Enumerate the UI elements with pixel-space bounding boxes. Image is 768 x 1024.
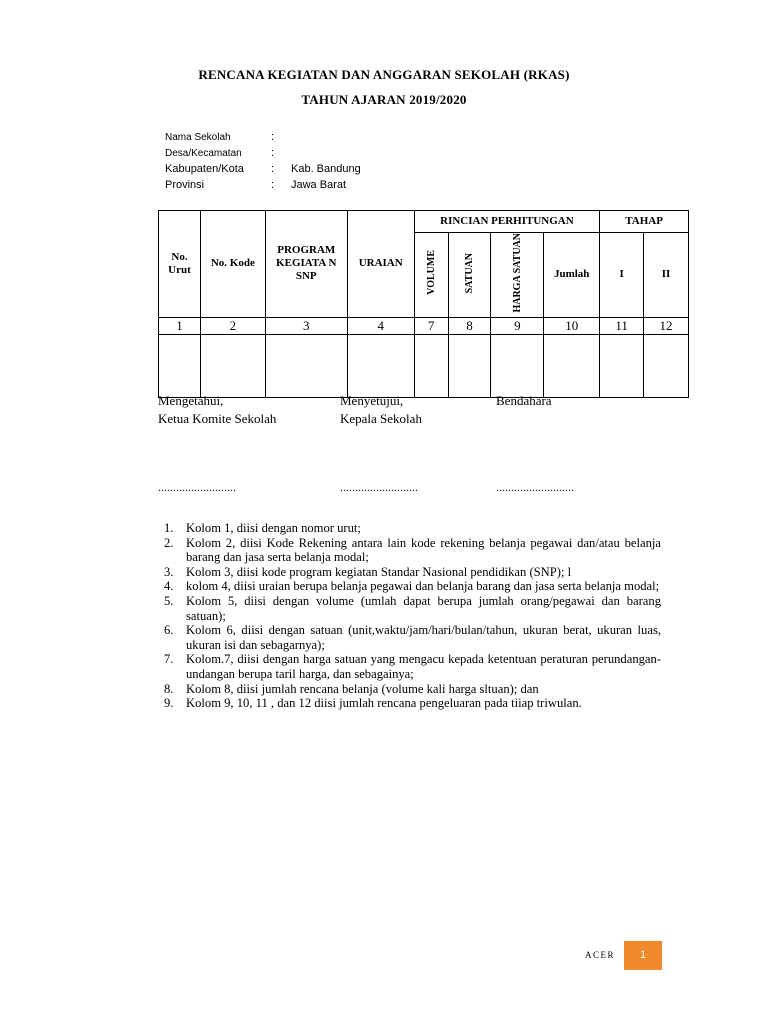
- table-cell: [491, 334, 544, 397]
- list-number: 9.: [164, 696, 174, 711]
- list-item: [160, 652, 661, 681]
- list-number: 1.: [164, 521, 174, 535]
- signature-komite: [158, 392, 276, 428]
- signature-kepala-sekolah: [340, 392, 422, 428]
- info-value: Jawa Barat: [291, 179, 347, 191]
- header-tahap-ii: II: [644, 233, 689, 318]
- list-text: Kolom.7, diisi dengan harga satuan yang mengacu kepada ketentuan peraturan perundangan-undangan berupa taril harga, dan sebagainya;: [186, 652, 661, 681]
- header-harga-satuan-cell: [491, 233, 544, 318]
- info-label: Kabupaten/Kota: [165, 163, 244, 175]
- list-item: [160, 536, 661, 565]
- table-cell: [200, 334, 265, 397]
- document-title: RENCANA KEGIATAN DAN ANGGARAN SEKOLAH (RKAS): [198, 67, 570, 82]
- list-number: 5.: [164, 593, 174, 608]
- list-number: 7.: [164, 652, 174, 667]
- table-cell: [414, 334, 448, 397]
- column-number: 8: [448, 317, 491, 334]
- list-item: [160, 565, 661, 580]
- info-label: Nama Sekolah: [165, 132, 231, 143]
- column-number-row: [159, 317, 689, 334]
- list-text: Kolom 5, diisi dengan volume (umlah dapat berupa jumlah orang/pegawai dan barang satuan);: [186, 593, 661, 623]
- list-item: [160, 623, 661, 652]
- info-label: Desa/Kecamatan: [165, 148, 242, 159]
- table-cell: [544, 334, 600, 397]
- list-text: Kolom 8, diisi jumlah rencana belanja (volume kali harga sltuan); dan: [186, 681, 539, 696]
- list-text: Kolom 6, diisi dengan satuan (unit,waktu/jam/hari/bulan/tahun, ukuran berat, ukuran luas, ukuran isi dan sebagarnya);: [186, 623, 661, 652]
- info-row-desa-kecamatan: [165, 145, 361, 161]
- info-row-provinsi: [165, 177, 361, 193]
- column-number: 10: [544, 317, 600, 334]
- signature-komite-line1: Mengetahui,: [158, 393, 224, 408]
- table-cell: [600, 334, 644, 397]
- signature-line-komite: ..........................: [158, 480, 236, 494]
- column-number: 7: [414, 317, 448, 334]
- header-no-kode: No. Kode: [200, 211, 265, 318]
- header-harga-satuan: HARGA SATUAN: [511, 233, 523, 313]
- column-number: 12: [644, 317, 689, 334]
- table-cell: [265, 334, 347, 397]
- list-number: 3.: [164, 564, 174, 579]
- signature-line-bendahara: ..........................: [496, 480, 574, 494]
- list-text: Kolom 2, diisi Kode Rekening antara lain kode rekening belanja pegawai dan/atau belanja barang dan jasa serta belanja modal;: [186, 535, 661, 565]
- signature-komite-line2: Ketua Komite Sekolah: [158, 411, 277, 426]
- list-item: [160, 521, 661, 536]
- header-jumlah: Jumlah: [544, 233, 600, 318]
- list-number: 6.: [164, 623, 174, 638]
- school-info: [165, 129, 361, 193]
- header-satuan: SATUAN: [463, 252, 475, 293]
- list-text: Kolom 3, diisi kode program kegiatan Standar Nasional pendidikan (SNP); l: [186, 564, 572, 579]
- list-text: Kolom 9, 10, 11 , dan 12 diisi jumlah rencana pengeluaran pada tiiap triwulan.: [186, 696, 582, 711]
- info-colon: :: [271, 179, 275, 191]
- column-number: 1: [159, 317, 201, 334]
- list-text: Kolom 1, diisi dengan nomor urut;: [186, 521, 361, 535]
- table-cell: [159, 334, 201, 397]
- column-number: 9: [491, 317, 544, 334]
- info-label: Provinsi: [165, 179, 205, 191]
- page-number-badge: 1: [624, 941, 662, 970]
- column-number: 11: [600, 317, 644, 334]
- table-cell: [448, 334, 491, 397]
- header-volume-cell: [414, 233, 448, 318]
- list-item: [160, 682, 661, 697]
- info-colon: :: [271, 163, 275, 175]
- header-no-urut: No. Urut: [159, 211, 201, 318]
- header-tahap: TAHAP: [600, 211, 689, 233]
- header-program-kegiatan: PROGRAM KEGIATA N SNP: [265, 211, 347, 318]
- list-item: [160, 696, 661, 711]
- signature-bendahara-line1: Bendahara: [496, 393, 552, 408]
- column-number: 3: [265, 317, 347, 334]
- table-cell: [347, 334, 414, 397]
- header-volume: VOLUME: [425, 250, 437, 296]
- signature-bendahara: [496, 392, 552, 410]
- rkas-table: [158, 210, 689, 398]
- header-satuan-cell: [448, 233, 491, 318]
- empty-data-row: [159, 334, 689, 397]
- info-colon: :: [271, 131, 275, 143]
- header-rincian-perhitungan: RINCIAN PERHITUNGAN: [414, 211, 600, 233]
- signature-line-kepala: ..........................: [340, 480, 418, 494]
- column-number: 2: [200, 317, 265, 334]
- list-item: [160, 594, 661, 623]
- signature-kepala-line2: Kepala Sekolah: [340, 411, 422, 426]
- info-row-nama-sekolah: [165, 129, 361, 145]
- table-cell: [644, 334, 689, 397]
- list-text: kolom 4, diisi uraian berupa belanja pegawai dan belanja barang dan jasa serta belanja modal;: [186, 579, 660, 594]
- signature-kepala-line1: Menyetujui,: [340, 393, 404, 408]
- list-item: [160, 579, 661, 594]
- list-number: 4.: [164, 579, 174, 594]
- document-subtitle: TAHUN AJARAN 2019/2020: [301, 92, 467, 107]
- list-number: 8.: [164, 681, 174, 696]
- info-colon: :: [271, 147, 275, 159]
- header-uraian: URAIAN: [347, 211, 414, 318]
- notes-list: [160, 521, 661, 711]
- info-row-kabupaten-kota: [165, 161, 361, 177]
- footer-label: ACER: [585, 950, 616, 960]
- info-value: Kab. Bandung: [291, 163, 361, 175]
- header-tahap-i: I: [600, 233, 644, 318]
- column-number: 4: [347, 317, 414, 334]
- list-number: 2.: [164, 535, 174, 550]
